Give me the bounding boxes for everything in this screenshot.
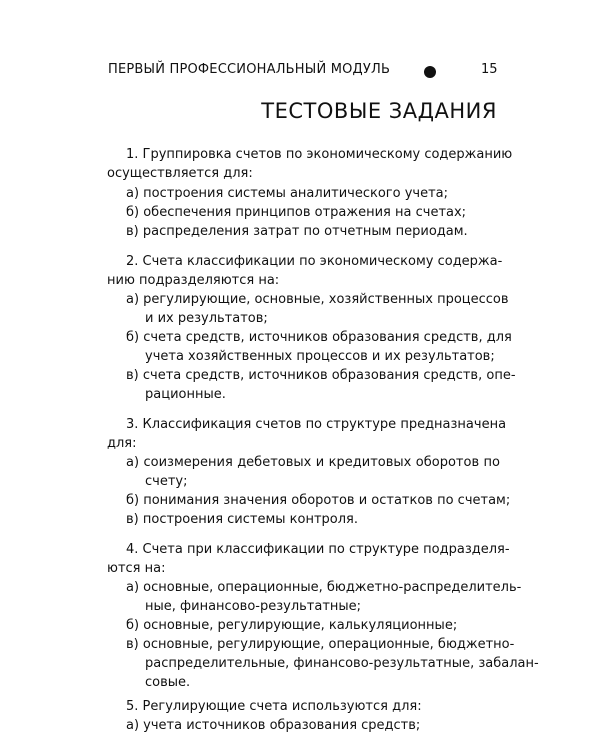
question-text-line: 2. Счета классификации по экономическому содержа- — [126, 254, 503, 269]
page-number: 15 — [481, 62, 498, 77]
option-a-cont: и их результатов; — [145, 311, 268, 326]
page-title: ТЕСТОВЫЕ ЗАДАНИЯ — [261, 99, 497, 123]
question-text-line: 1. Группировка счетов по экономическому содержанию — [126, 147, 513, 162]
option-c-cont: распределительные, финансово-результатные, забалан- — [145, 656, 539, 671]
option-c-cont: совые. — [145, 675, 191, 690]
bullet-dot-icon — [424, 66, 436, 78]
question-text-line: 4. Счета при классификации по структуре подразделя- — [126, 542, 510, 557]
running-header: ПЕРВЫЙ ПРОФЕССИОНАЛЬНЫЙ МОДУЛЬ — [108, 62, 391, 77]
option-a: а) регулирующие, основные, хозяйственных процессов — [126, 292, 509, 307]
option-a: а) соизмерения дебетовых и кредитовых оборотов по — [126, 455, 500, 470]
question-text-line: ются на: — [107, 561, 166, 576]
option-b-cont: учета хозяйственных процессов и их результатов; — [145, 349, 495, 364]
option-a: а) учета источников образования средств; — [126, 718, 421, 733]
option-c: в) построения системы контроля. — [126, 512, 359, 527]
option-b: б) счета средств, источников образования средств, для — [126, 330, 512, 345]
option-c: в) счета средств, источников образования средств, опе- — [126, 368, 516, 383]
option-c-cont: рационные. — [145, 387, 226, 402]
option-c: в) распределения затрат по отчетным периодам. — [126, 224, 468, 239]
question-text-line: 5. Регулирующие счета используются для: — [126, 699, 422, 714]
option-b: б) основные, регулирующие, калькуляционные; — [126, 618, 458, 633]
option-a-cont: ные, финансово-результатные; — [145, 599, 362, 614]
option-a: а) основные, операционные, бюджетно-распределитель- — [126, 580, 522, 595]
option-b: б) понимания значения оборотов и остатков по счетам; — [126, 493, 511, 508]
option-c: в) основные, регулирующие, операционные, бюджетно- — [126, 637, 515, 652]
option-b: б) обеспечения принципов отражения на счетах; — [126, 205, 467, 220]
question-text-line: осуществляется для: — [107, 166, 253, 181]
question-text-line: 3. Классификация счетов по структуре предназначена — [126, 417, 507, 432]
option-a-cont: счету; — [145, 474, 188, 489]
option-a: а) построения системы аналитического учета; — [126, 186, 449, 201]
question-text-line: для: — [107, 436, 137, 451]
question-text-line: нию подразделяются на: — [107, 273, 280, 288]
